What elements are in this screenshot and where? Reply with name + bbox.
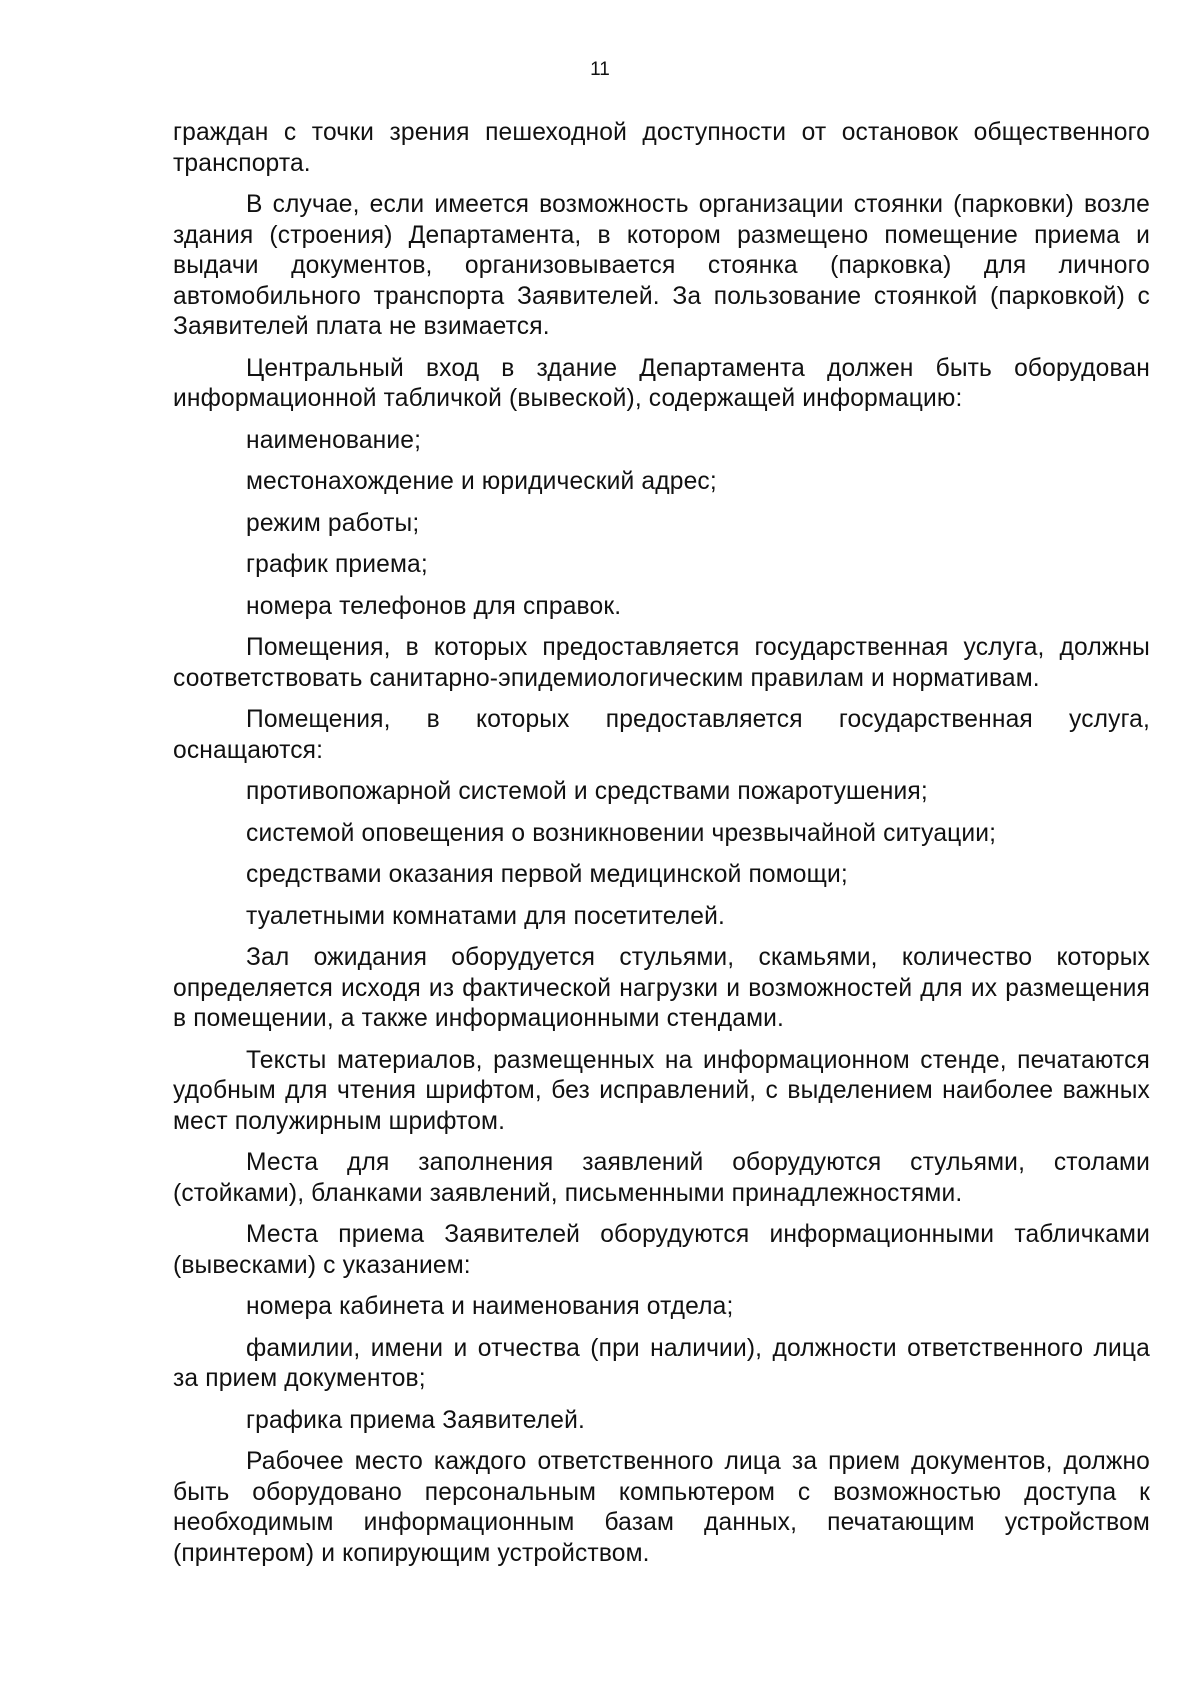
paragraph: Рабочее место каждого ответственного лица за прием документов, должно быть оборудовано персональным компьютером с возможностью доступа к необходимым информационным базам данных, печатающим устройством (принтером) и копирующим устройством. — [173, 1448, 1150, 1567]
list-item: режим работы; — [246, 509, 420, 537]
paragraph: Зал ожидания оборудуется стульями, скамьями, количество которых определяется исходя из фактической нагрузки и возможностей для их размещения в помещении, а также информационными стендами. — [173, 944, 1150, 1032]
paragraph: Центральный вход в здание Департамента должен быть оборудован информационной табличкой (вывеской), содержащей информацию: — [173, 354, 1150, 412]
paragraph: Помещения, в которых предоставляется государственная услуга, оснащаются: — [173, 706, 1150, 764]
paragraph: В случае, если имеется возможность организации стоянки (парковки) возле здания (строения) Департамента, в котором размещено помещение приема и выдачи документов, организовывается стоянка (парковка) для личного автомобильного транспорта Заявителей. За пользование стоянкой (парковкой) с Заявителей плата не взимается. — [173, 191, 1150, 340]
document-body — [173, 118, 1150, 1580]
list-item: график приема; — [246, 551, 428, 578]
list-item: противопожарной системой и средствами пожаротушения; — [246, 778, 928, 805]
list-item: наименование; — [246, 426, 422, 454]
paragraph: Места для заполнения заявлений оборудуются стульями, столами (стойками), бланками заявлений, письменными принадлежностями. — [173, 1149, 1150, 1207]
page-number: 11 — [590, 59, 610, 80]
list-item: туалетными комнатами для посетителей. — [246, 902, 725, 930]
paragraph: граждан с точки зрения пешеходной доступности от остановок общественного транспорта. — [173, 119, 1150, 177]
list-item: номера телефонов для справок. — [246, 592, 622, 620]
list-item: фамилии, имени и отчества (при наличии), должности ответственного лица за прием документов; — [173, 1334, 1150, 1392]
paragraph: Тексты материалов, размещенных на информационном стенде, печатаются удобным для чтения шрифтом, без исправлений, с выделением наиболее важных мест полужирным шрифтом. — [173, 1046, 1150, 1135]
list-item: графика приема Заявителей. — [246, 1406, 585, 1434]
list-item: средствами оказания первой медицинской помощи; — [246, 861, 848, 888]
list-item: местонахождение и юридический адрес; — [246, 468, 717, 495]
list-item: системой оповещения о возникновении чрезвычайной ситуации; — [246, 819, 997, 847]
list-item: номера кабинета и наименования отдела; — [246, 1293, 734, 1320]
paragraph: Места приема Заявителей оборудуются информационными табличками (вывесками) с указанием: — [173, 1221, 1150, 1279]
paragraph: Помещения, в которых предоставляется государственная услуга, должны соответствовать санитарно-эпидемиологическим правилам и нормативам. — [173, 634, 1150, 692]
